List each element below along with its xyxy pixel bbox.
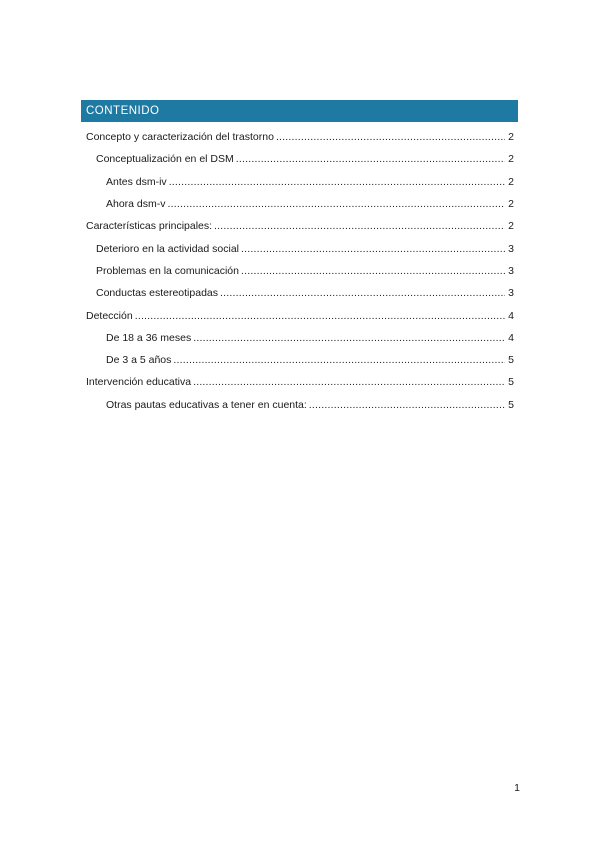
toc-dot-leader	[276, 131, 505, 143]
toc-entry-page: 4	[508, 309, 514, 322]
toc-list	[81, 126, 514, 416]
toc-dot-leader	[173, 354, 505, 366]
toc-heading: CONTENIDO	[86, 105, 160, 117]
toc-dot-leader	[193, 332, 505, 344]
toc-dot-leader	[241, 265, 505, 277]
toc-entry-title: Intervención educativa	[86, 376, 192, 389]
toc-entry-page: 3	[508, 264, 514, 277]
toc-dot-leader	[168, 198, 506, 210]
toc-entry[interactable]	[81, 327, 514, 349]
toc-entry-page: 3	[508, 242, 514, 255]
toc-header-bar	[81, 100, 518, 122]
toc-entry[interactable]	[81, 126, 514, 148]
toc-entry-title: Conductas estereotipadas	[96, 287, 218, 300]
toc-dot-leader	[135, 310, 505, 322]
toc-dot-leader	[214, 220, 505, 232]
toc-entry-title: Ahora dsm-v	[106, 198, 166, 211]
toc-dot-leader	[241, 243, 505, 255]
toc-entry[interactable]	[81, 171, 514, 193]
toc-dot-leader	[236, 153, 505, 165]
toc-entry[interactable]	[81, 193, 514, 215]
toc-entry-title: Deterioro en la actividad social	[96, 242, 239, 255]
toc-entry[interactable]	[81, 148, 514, 170]
toc-entry-page: 2	[508, 131, 514, 144]
toc-entry-title: De 3 a 5 años	[106, 354, 172, 367]
toc-dot-leader	[193, 376, 505, 388]
toc-entry-page: 4	[508, 331, 514, 344]
toc-entry[interactable]	[81, 304, 514, 326]
toc-entry-page: 2	[508, 175, 514, 188]
toc-entry-title: Detección	[86, 309, 133, 322]
toc-entry[interactable]	[81, 371, 514, 393]
toc-entry-title: Conceptualización en el DSM	[96, 153, 234, 166]
page-number: 1	[514, 782, 520, 794]
toc-entry-title: Características principales:	[86, 220, 213, 233]
toc-dot-leader	[169, 176, 505, 188]
toc-entry-page: 2	[508, 198, 514, 211]
toc-entry-title: De 18 a 36 meses	[106, 331, 192, 344]
toc-entry[interactable]	[81, 215, 514, 237]
toc-entry-page: 2	[508, 153, 514, 166]
toc-entry-title: Otras pautas educativas a tener en cuenta:	[106, 398, 307, 411]
toc-entry[interactable]	[81, 260, 514, 282]
toc-entry-page: 5	[508, 376, 514, 389]
toc-entry[interactable]	[81, 282, 514, 304]
toc-entry-title: Problemas en la comunicación	[96, 264, 239, 277]
toc-entry-page: 5	[508, 398, 514, 411]
toc-entry[interactable]	[81, 349, 514, 371]
toc-dot-leader	[220, 287, 505, 299]
toc-entry-title: Antes dsm-iv	[106, 175, 167, 188]
toc-entry-title: Concepto y caracterización del trastorno	[86, 131, 274, 144]
toc-entry[interactable]	[81, 237, 514, 259]
toc-entry-page: 3	[508, 287, 514, 300]
toc-entry-page: 5	[508, 354, 514, 367]
toc-entry[interactable]	[81, 394, 514, 416]
toc-entry-page: 2	[508, 220, 514, 233]
toc-dot-leader	[309, 399, 505, 411]
